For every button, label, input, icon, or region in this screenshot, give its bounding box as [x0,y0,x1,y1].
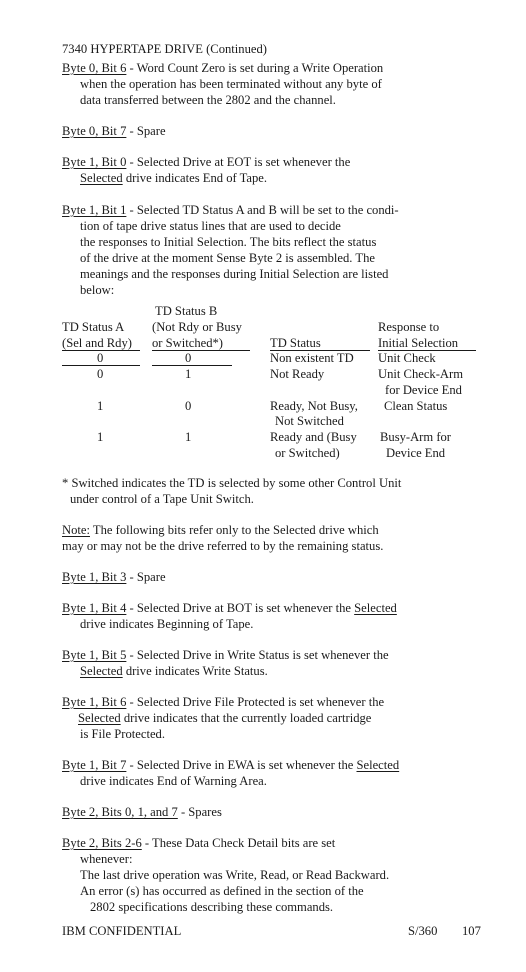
table-row-3-a: 1 [97,399,104,413]
table-row-4-response: Busy-Arm for [380,430,452,444]
footer-series: S/360 [408,924,438,938]
byte1-bit6-line2: Selected drive indicates that the currently loaded cartridge [78,711,372,725]
byte2-bits2-6-line5: 2802 specifications describing these commands. [90,900,334,914]
byte1-bit1-label: Byte 1, Bit 1 [62,203,127,217]
header-b-line3: or Switched*) [152,336,223,350]
byte0-bit7-line1: Byte 0, Bit 7 - Spare [62,124,166,138]
byte1-bit1-line6: below: [80,283,115,297]
byte0-bit6-label: Byte 0, Bit 6 [62,61,127,75]
header-response-line2: Initial Selection [378,336,459,350]
byte1-bit1-line3: the responses to Initial Selection. The bits reflect the status [80,235,377,249]
table-row-4-status-cont: or Switched) [275,446,340,460]
byte1-bit7-line1: Byte 1, Bit 7 - Selected Drive in EWA is set whenever the Selected [62,758,400,772]
table-row-3-b: 0 [185,399,192,413]
footer-confidential: IBM CONFIDENTIAL [62,924,182,938]
page-number: 107 [462,924,481,938]
header-b-line2: (Not Rdy or Busy [152,320,242,334]
byte1-bit4-line1: Byte 1, Bit 4 - Selected Drive at BOT is set whenever the Selected [62,601,397,615]
table-row-2-response-cont: for Device End [385,383,462,397]
byte1-bit1-line4: of the drive at the moment Sense Byte 2 is assembled. The [80,251,375,265]
header-td-status: TD Status [270,336,321,350]
table-row-1-status: Non existent TD [270,351,354,365]
row1-rule-a [62,365,140,366]
table-row-1-b: 0 [185,351,192,365]
byte2-bits2-6-line4: An error (s) has occurred as defined in the section of the [80,884,364,898]
table-row-4-response-cont: Device End [386,446,446,460]
byte2-spares-line1: Byte 2, Bits 0, 1, and 7 - Spares [62,805,222,819]
table-row-1-a: 0 [97,351,104,365]
byte2-bits2-6-label: Byte 2, Bits 2-6 [62,836,142,850]
byte1-bit3-line1: Byte 1, Bit 3 - Spare [62,570,166,584]
header-response-line1: Response to [378,320,440,334]
byte0-bit6-line3: data transferred between the 2802 and the channel. [80,93,336,107]
table-row-4-b: 1 [185,430,192,444]
byte1-bit0-line2: Selected drive indicates End of Tape. [80,171,268,185]
header-rule-b [152,350,250,351]
header-a-line1: TD Status A [62,320,125,334]
byte1-bit6-line1: Byte 1, Bit 6 - Selected Drive File Protected is set whenever the [62,695,385,709]
byte2-bits2-6-line1: Byte 2, Bits 2-6 - These Data Check Detail bits are set [62,836,336,850]
table-row-2-response: Unit Check-Arm [378,367,463,381]
header-b-line1: TD Status B [155,304,218,318]
byte2-bits2-6-line3: The last drive operation was Write, Read, or Read Backward. [80,868,390,882]
byte2-bits2-6-line2: whenever: [80,852,133,866]
byte1-bit1-line1: Byte 1, Bit 1 - Selected TD Status A and B will be set to the condi- [62,203,399,217]
byte1-bit3-label: Byte 1, Bit 3 [62,570,127,584]
byte0-bit6-line2: when the operation has been terminated without any byte of [80,77,382,91]
table-row-3-response: Clean Status [384,399,448,413]
byte2-spares-label: Byte 2, Bits 0, 1, and 7 [62,805,178,819]
page-header: 7340 HYPERTAPE DRIVE (Continued) [62,42,267,56]
byte0-bit7-label: Byte 0, Bit 7 [62,124,127,138]
byte1-bit1-line2: tion of tape drive status lines that are used to decide [80,219,341,233]
table-row-2-a: 0 [97,367,104,381]
row1-rule-b [152,365,232,366]
table-row-2-status: Not Ready [270,367,325,381]
table-row-1-response: Unit Check [378,351,436,365]
footnote-line2: under control of a Tape Unit Switch. [70,492,254,506]
byte1-bit5-line2: Selected drive indicates Write Status. [80,664,268,678]
note-label: Note: [62,523,90,537]
byte1-bit4-label: Byte 1, Bit 4 [62,601,127,615]
byte1-bit0-line1: Byte 1, Bit 0 - Selected Drive at EOT is set whenever the [62,155,351,169]
byte1-bit6-line3: is File Protected. [80,727,165,741]
byte1-bit6-label: Byte 1, Bit 6 [62,695,127,709]
table-row-3-status: Ready, Not Busy, [270,399,358,413]
byte1-bit0-label: Byte 1, Bit 0 [62,155,127,169]
table-row-2-b: 1 [185,367,192,381]
byte1-bit1-line5: meanings and the responses during Initial Selection are listed [80,267,389,281]
note-line1: Note: The following bits refer only to the Selected drive which [62,523,379,537]
footnote-line1: * Switched indicates the TD is selected by some other Control Unit [62,476,402,490]
byte1-bit4-line2: drive indicates Beginning of Tape. [80,617,254,631]
header-a-line2: (Sel and Rdy) [62,336,132,350]
table-row-3-status-cont: Not Switched [275,414,344,428]
table-row-4-status: Ready and (Busy [270,430,357,444]
byte1-bit5-label: Byte 1, Bit 5 [62,648,127,662]
byte1-bit7-label: Byte 1, Bit 7 [62,758,127,772]
byte1-bit7-line2: drive indicates End of Warning Area. [80,774,267,788]
table-row-4-a: 1 [97,430,104,444]
byte0-bit6-line1: Byte 0, Bit 6 - Word Count Zero is set during a Write Operation [62,61,384,75]
note-line2: may or may not be the drive referred to by the remaining status. [62,539,384,553]
byte1-bit5-line1: Byte 1, Bit 5 - Selected Drive in Write Status is set whenever the [62,648,389,662]
